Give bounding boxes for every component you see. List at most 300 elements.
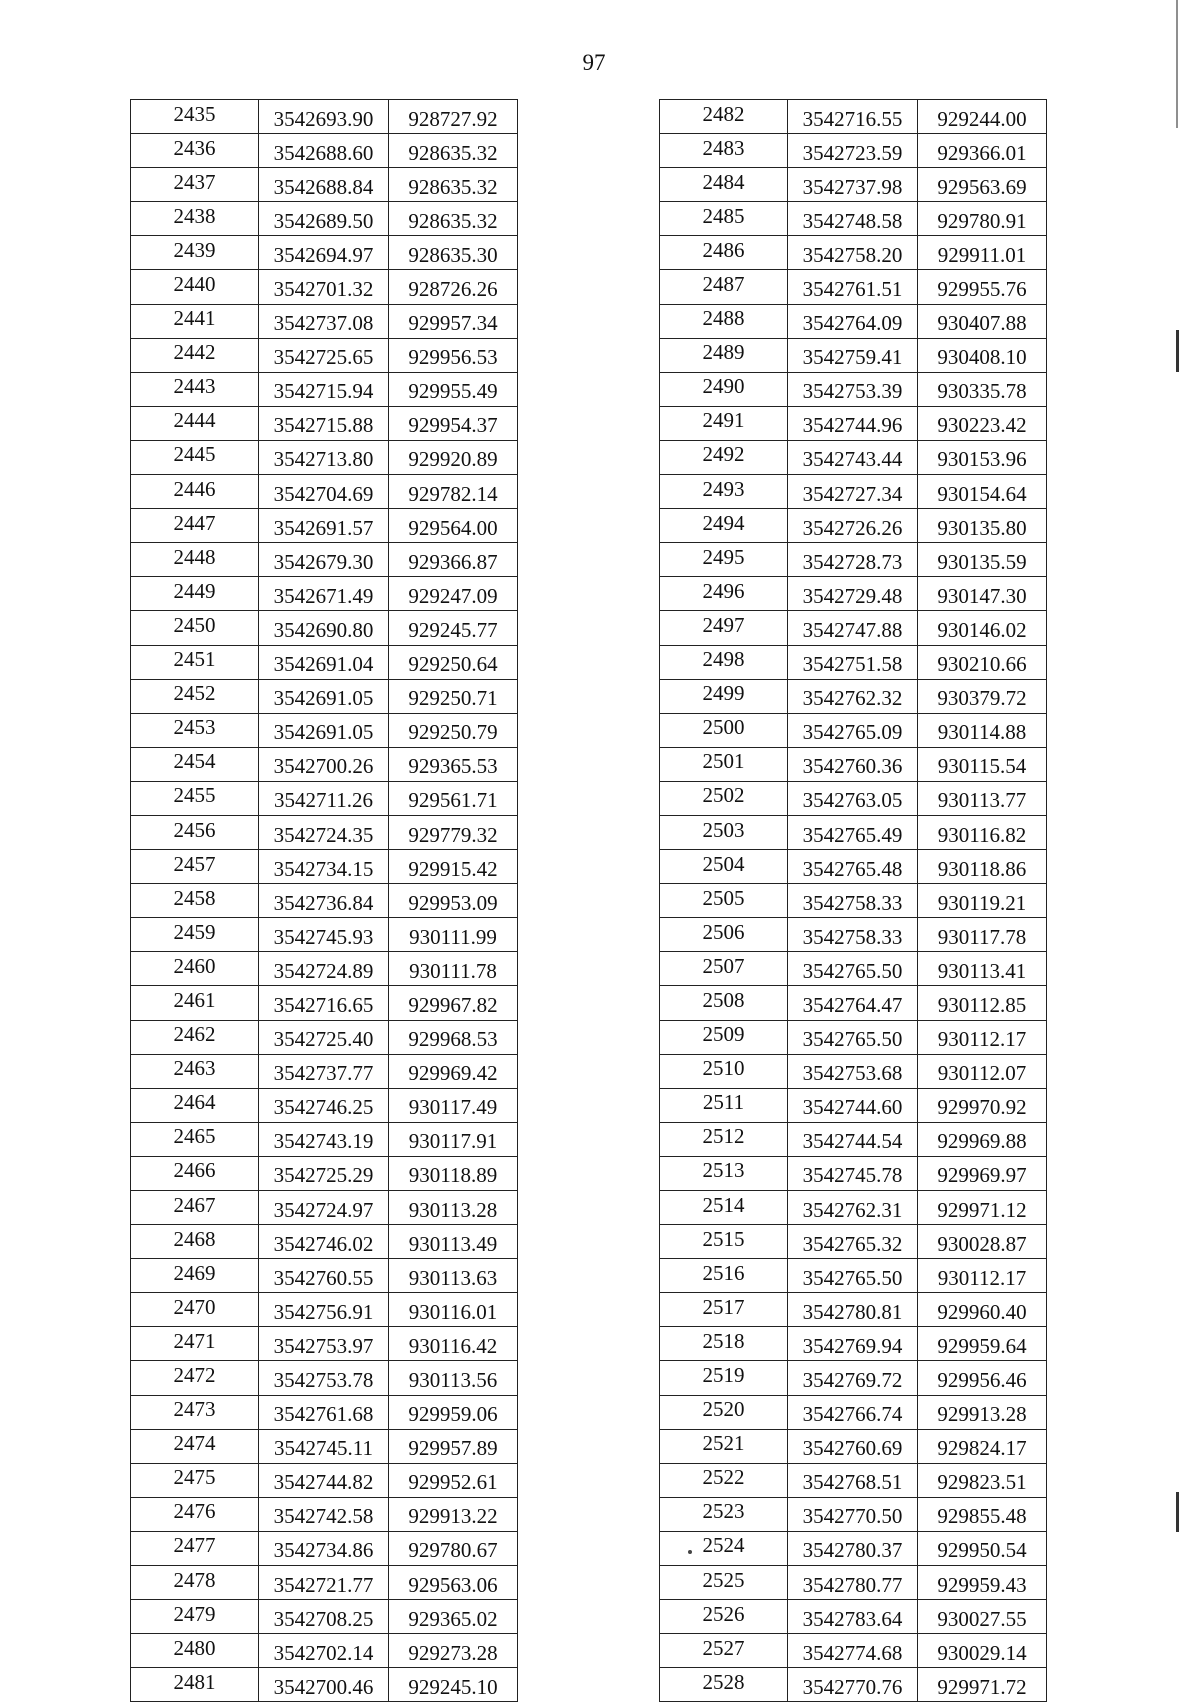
x-coordinate-cell: 3542765.48 [788, 850, 918, 884]
point-number-cell: 2472 [131, 1361, 259, 1395]
point-number-cell: 2521 [660, 1429, 788, 1463]
x-coordinate-cell: 3542734.86 [259, 1531, 389, 1565]
point-number-cell: 2512 [660, 1122, 788, 1156]
x-coordinate-cell: 3542761.68 [259, 1395, 389, 1429]
y-coordinate-cell: 930113.63 [389, 1259, 518, 1293]
y-coordinate-cell: 930114.88 [918, 713, 1047, 747]
x-coordinate-cell: 3542734.15 [259, 850, 389, 884]
y-coordinate-cell: 930335.78 [918, 372, 1047, 406]
y-coordinate-cell: 930113.77 [918, 781, 1047, 815]
table-row [131, 1361, 518, 1395]
y-coordinate-cell: 929968.53 [389, 1020, 518, 1054]
y-coordinate-cell: 929952.61 [389, 1463, 518, 1497]
x-coordinate-cell: 3542780.77 [788, 1566, 918, 1600]
y-coordinate-cell: 930116.82 [918, 815, 1047, 849]
x-coordinate-cell: 3542671.49 [259, 577, 389, 611]
point-number-cell: 2523 [660, 1497, 788, 1531]
table-row [131, 781, 518, 815]
y-coordinate-cell: 929913.28 [918, 1395, 1047, 1429]
y-coordinate-cell: 930119.21 [918, 884, 1047, 918]
table-row [131, 1600, 518, 1634]
y-coordinate-cell: 929971.72 [918, 1668, 1047, 1702]
coordinates-table-left-body [131, 100, 518, 1702]
y-coordinate-cell: 928635.32 [389, 202, 518, 236]
x-coordinate-cell: 3542765.50 [788, 1259, 918, 1293]
point-number-cell: 2482 [660, 100, 788, 134]
point-number-cell: 2491 [660, 406, 788, 440]
y-coordinate-cell: 929955.76 [918, 270, 1047, 304]
table-row [131, 1054, 518, 1088]
y-coordinate-cell: 929823.51 [918, 1463, 1047, 1497]
point-number-cell: 2495 [660, 543, 788, 577]
x-coordinate-cell: 3542693.90 [259, 100, 389, 134]
y-coordinate-cell: 929245.77 [389, 611, 518, 645]
table-row [131, 1531, 518, 1565]
x-coordinate-cell: 3542759.41 [788, 338, 918, 372]
y-coordinate-cell: 929960.40 [918, 1293, 1047, 1327]
x-coordinate-cell: 3542745.11 [259, 1429, 389, 1463]
y-coordinate-cell: 929971.12 [918, 1191, 1047, 1225]
x-coordinate-cell: 3542760.36 [788, 747, 918, 781]
y-coordinate-cell: 930116.42 [389, 1327, 518, 1361]
point-number-cell: 2467 [131, 1191, 259, 1225]
point-number-cell: 2484 [660, 168, 788, 202]
x-coordinate-cell: 3542762.31 [788, 1191, 918, 1225]
x-coordinate-cell: 3542713.80 [259, 440, 389, 474]
point-number-cell: 2474 [131, 1429, 259, 1463]
y-coordinate-cell: 928727.92 [389, 100, 518, 134]
table-row [660, 884, 1047, 918]
page-number: 97 [582, 50, 606, 75]
table-row [131, 1566, 518, 1600]
y-coordinate-cell: 929563.06 [389, 1566, 518, 1600]
x-coordinate-cell: 3542716.55 [788, 100, 918, 134]
y-coordinate-cell: 930153.96 [918, 440, 1047, 474]
x-coordinate-cell: 3542753.68 [788, 1054, 918, 1088]
y-coordinate-cell: 929956.53 [389, 338, 518, 372]
y-coordinate-cell: 930223.42 [918, 406, 1047, 440]
x-coordinate-cell: 3542763.05 [788, 781, 918, 815]
y-coordinate-cell: 930135.59 [918, 543, 1047, 577]
y-coordinate-cell: 929959.06 [389, 1395, 518, 1429]
point-number-cell: 2471 [131, 1327, 259, 1361]
table-row [131, 406, 518, 440]
point-number-cell: 2459 [131, 918, 259, 952]
table-row [660, 1293, 1047, 1327]
y-coordinate-cell: 929780.67 [389, 1531, 518, 1565]
x-coordinate-cell: 3542747.88 [788, 611, 918, 645]
point-number-cell: 2466 [131, 1156, 259, 1190]
x-coordinate-cell: 3542780.37 [788, 1531, 918, 1565]
y-coordinate-cell: 928726.26 [389, 270, 518, 304]
x-coordinate-cell: 3542744.96 [788, 406, 918, 440]
x-coordinate-cell: 3542744.82 [259, 1463, 389, 1497]
x-coordinate-cell: 3542765.49 [788, 815, 918, 849]
point-number-cell: 2487 [660, 270, 788, 304]
point-number-cell: 2440 [131, 270, 259, 304]
point-number-cell: 2492 [660, 440, 788, 474]
point-number-cell: 2447 [131, 509, 259, 543]
y-coordinate-cell: 929969.88 [918, 1122, 1047, 1156]
table-row [131, 475, 518, 509]
table-row [131, 577, 518, 611]
point-number-cell: 2450 [131, 611, 259, 645]
x-coordinate-cell: 3542724.97 [259, 1191, 389, 1225]
x-coordinate-cell: 3542702.14 [259, 1634, 389, 1668]
y-coordinate-cell: 930027.55 [918, 1600, 1047, 1634]
x-coordinate-cell: 3542691.05 [259, 713, 389, 747]
x-coordinate-cell: 3542756.91 [259, 1293, 389, 1327]
table-row [660, 1088, 1047, 1122]
y-coordinate-cell: 930135.80 [918, 509, 1047, 543]
table-row [131, 1020, 518, 1054]
point-number-cell: 2436 [131, 134, 259, 168]
y-coordinate-cell: 930113.41 [918, 952, 1047, 986]
point-number-cell: 2444 [131, 406, 259, 440]
x-coordinate-cell: 3542745.78 [788, 1156, 918, 1190]
point-number-cell: 2513 [660, 1156, 788, 1190]
table-row [660, 1463, 1047, 1497]
y-coordinate-cell: 930117.91 [389, 1122, 518, 1156]
point-number-cell: 2503 [660, 815, 788, 849]
table-row [660, 338, 1047, 372]
point-number-cell: 2464 [131, 1088, 259, 1122]
point-number-cell: 2449 [131, 577, 259, 611]
y-coordinate-cell: 929913.22 [389, 1497, 518, 1531]
table-row [131, 372, 518, 406]
table-row [131, 815, 518, 849]
table-row [660, 611, 1047, 645]
x-coordinate-cell: 3542765.50 [788, 952, 918, 986]
y-coordinate-cell: 929920.89 [389, 440, 518, 474]
x-coordinate-cell: 3542716.65 [259, 986, 389, 1020]
table-row [131, 168, 518, 202]
y-coordinate-cell: 929561.71 [389, 781, 518, 815]
point-number-cell: 2518 [660, 1327, 788, 1361]
point-number-cell: 2515 [660, 1225, 788, 1259]
table-row [660, 952, 1047, 986]
table-row [660, 543, 1047, 577]
table-row [131, 1122, 518, 1156]
y-coordinate-cell: 930113.28 [389, 1191, 518, 1225]
y-coordinate-cell: 929247.09 [389, 577, 518, 611]
point-number-cell: 2506 [660, 918, 788, 952]
table-row [131, 1225, 518, 1259]
table-row [660, 1497, 1047, 1531]
table-row [131, 236, 518, 270]
table-row [660, 270, 1047, 304]
point-number-cell: 2456 [131, 815, 259, 849]
point-number-cell: 2478 [131, 1566, 259, 1600]
table-row [131, 304, 518, 338]
y-coordinate-cell: 929824.17 [918, 1429, 1047, 1463]
table-row [131, 1395, 518, 1429]
table-row [131, 884, 518, 918]
point-number-cell: 2500 [660, 713, 788, 747]
x-coordinate-cell: 3542760.55 [259, 1259, 389, 1293]
x-coordinate-cell: 3542744.54 [788, 1122, 918, 1156]
point-number-cell: 2446 [131, 475, 259, 509]
y-coordinate-cell: 930112.07 [918, 1054, 1047, 1088]
y-coordinate-cell: 929563.69 [918, 168, 1047, 202]
y-coordinate-cell: 930118.89 [389, 1156, 518, 1190]
x-coordinate-cell: 3542724.89 [259, 952, 389, 986]
table-row [131, 850, 518, 884]
point-number-cell: 2494 [660, 509, 788, 543]
point-number-cell: 2511 [660, 1088, 788, 1122]
point-number-cell: 2455 [131, 781, 259, 815]
table-row [131, 1191, 518, 1225]
table-row [131, 918, 518, 952]
y-coordinate-cell: 930117.78 [918, 918, 1047, 952]
x-coordinate-cell: 3542742.58 [259, 1497, 389, 1531]
x-coordinate-cell: 3542715.94 [259, 372, 389, 406]
table-row [131, 1327, 518, 1361]
x-coordinate-cell: 3542725.65 [259, 338, 389, 372]
y-coordinate-cell: 930113.56 [389, 1361, 518, 1395]
table-row [131, 1293, 518, 1327]
point-number-cell: 2527 [660, 1634, 788, 1668]
table-row [660, 406, 1047, 440]
y-coordinate-cell: 928635.30 [389, 236, 518, 270]
y-coordinate-cell: 929250.71 [389, 679, 518, 713]
x-coordinate-cell: 3542780.81 [788, 1293, 918, 1327]
x-coordinate-cell: 3542758.20 [788, 236, 918, 270]
point-number-cell: 2490 [660, 372, 788, 406]
table-row [660, 1259, 1047, 1293]
table-row [131, 1634, 518, 1668]
x-coordinate-cell: 3542700.46 [259, 1668, 389, 1702]
table-row [660, 1429, 1047, 1463]
x-coordinate-cell: 3542783.64 [788, 1600, 918, 1634]
y-coordinate-cell: 929782.14 [389, 475, 518, 509]
table-row [660, 577, 1047, 611]
table-row [660, 168, 1047, 202]
point-number-cell: 2510 [660, 1054, 788, 1088]
table-row [131, 1088, 518, 1122]
point-number-cell: 2519 [660, 1361, 788, 1395]
point-number-cell: 2461 [131, 986, 259, 1020]
table-row [660, 304, 1047, 338]
y-coordinate-cell: 930111.78 [389, 952, 518, 986]
y-coordinate-cell: 929953.09 [389, 884, 518, 918]
table-row [660, 509, 1047, 543]
y-coordinate-cell: 929956.46 [918, 1361, 1047, 1395]
point-number-cell: 2514 [660, 1191, 788, 1225]
table-row [660, 1531, 1047, 1565]
table-row [131, 440, 518, 474]
x-coordinate-cell: 3542688.84 [259, 168, 389, 202]
y-coordinate-cell: 929954.37 [389, 406, 518, 440]
table-row [660, 1156, 1047, 1190]
table-row [131, 338, 518, 372]
scan-margin-mark [1176, 1492, 1179, 1532]
point-number-cell: 2469 [131, 1259, 259, 1293]
table-row [131, 134, 518, 168]
x-coordinate-cell: 3542726.26 [788, 509, 918, 543]
x-coordinate-cell: 3542753.78 [259, 1361, 389, 1395]
x-coordinate-cell: 3542766.74 [788, 1395, 918, 1429]
y-coordinate-cell: 930029.14 [918, 1634, 1047, 1668]
table-row [660, 918, 1047, 952]
table-row [660, 850, 1047, 884]
table-row [660, 747, 1047, 781]
point-number-cell: 2473 [131, 1395, 259, 1429]
point-number-cell: 2504 [660, 850, 788, 884]
x-coordinate-cell: 3542701.32 [259, 270, 389, 304]
point-number-cell: 2496 [660, 577, 788, 611]
point-number-cell: 2445 [131, 440, 259, 474]
table-row [131, 679, 518, 713]
x-coordinate-cell: 3542737.08 [259, 304, 389, 338]
y-coordinate-cell: 930379.72 [918, 679, 1047, 713]
y-coordinate-cell: 929366.87 [389, 543, 518, 577]
point-number-cell: 2453 [131, 713, 259, 747]
x-coordinate-cell: 3542746.25 [259, 1088, 389, 1122]
table-row [660, 475, 1047, 509]
x-coordinate-cell: 3542691.04 [259, 645, 389, 679]
x-coordinate-cell: 3542689.50 [259, 202, 389, 236]
point-number-cell: 2451 [131, 645, 259, 679]
point-number-cell: 2479 [131, 1600, 259, 1634]
point-number-cell: 2452 [131, 679, 259, 713]
y-coordinate-cell: 930146.02 [918, 611, 1047, 645]
y-coordinate-cell: 928635.32 [389, 134, 518, 168]
x-coordinate-cell: 3542679.30 [259, 543, 389, 577]
y-coordinate-cell: 929969.97 [918, 1156, 1047, 1190]
point-number-cell: 2485 [660, 202, 788, 236]
x-coordinate-cell: 3542724.35 [259, 815, 389, 849]
x-coordinate-cell: 3542711.26 [259, 781, 389, 815]
y-coordinate-cell: 929970.92 [918, 1088, 1047, 1122]
y-coordinate-cell: 930028.87 [918, 1225, 1047, 1259]
y-coordinate-cell: 930113.49 [389, 1225, 518, 1259]
table-row [660, 1225, 1047, 1259]
point-number-cell: 2438 [131, 202, 259, 236]
x-coordinate-cell: 3542691.05 [259, 679, 389, 713]
x-coordinate-cell: 3542745.93 [259, 918, 389, 952]
x-coordinate-cell: 3542765.32 [788, 1225, 918, 1259]
table-row [660, 986, 1047, 1020]
x-coordinate-cell: 3542743.44 [788, 440, 918, 474]
x-coordinate-cell: 3542715.88 [259, 406, 389, 440]
point-number-cell: 2439 [131, 236, 259, 270]
x-coordinate-cell: 3542746.02 [259, 1225, 389, 1259]
x-coordinate-cell: 3542764.09 [788, 304, 918, 338]
y-coordinate-cell: 929957.34 [389, 304, 518, 338]
y-coordinate-cell: 929250.79 [389, 713, 518, 747]
x-coordinate-cell: 3542758.33 [788, 918, 918, 952]
point-number-cell: 2507 [660, 952, 788, 986]
x-coordinate-cell: 3542751.58 [788, 645, 918, 679]
table-row [660, 236, 1047, 270]
y-coordinate-cell: 930154.64 [918, 475, 1047, 509]
table-row [660, 1566, 1047, 1600]
x-coordinate-cell: 3542765.50 [788, 1020, 918, 1054]
x-coordinate-cell: 3542737.77 [259, 1054, 389, 1088]
y-coordinate-cell: 929855.48 [918, 1497, 1047, 1531]
x-coordinate-cell: 3542753.39 [788, 372, 918, 406]
table-row [131, 952, 518, 986]
table-row [660, 645, 1047, 679]
table-row [660, 440, 1047, 474]
table-row [660, 1054, 1047, 1088]
y-coordinate-cell: 930408.10 [918, 338, 1047, 372]
x-coordinate-cell: 3542760.69 [788, 1429, 918, 1463]
table-row [660, 679, 1047, 713]
y-coordinate-cell: 930115.54 [918, 747, 1047, 781]
table-row [131, 1497, 518, 1531]
point-number-cell: 2526 [660, 1600, 788, 1634]
x-coordinate-cell: 3542727.34 [788, 475, 918, 509]
x-coordinate-cell: 3542744.60 [788, 1088, 918, 1122]
table-row [660, 134, 1047, 168]
point-number-cell: 2454 [131, 747, 259, 781]
table-row [660, 1668, 1047, 1702]
y-coordinate-cell: 929959.43 [918, 1566, 1047, 1600]
y-coordinate-cell: 930407.88 [918, 304, 1047, 338]
y-coordinate-cell: 930210.66 [918, 645, 1047, 679]
y-coordinate-cell: 929950.54 [918, 1531, 1047, 1565]
y-coordinate-cell: 929273.28 [389, 1634, 518, 1668]
x-coordinate-cell: 3542768.51 [788, 1463, 918, 1497]
point-number-cell: 2505 [660, 884, 788, 918]
y-coordinate-cell: 930112.17 [918, 1020, 1047, 1054]
x-coordinate-cell: 3542758.33 [788, 884, 918, 918]
point-number-cell: 2483 [660, 134, 788, 168]
point-number-cell: 2465 [131, 1122, 259, 1156]
point-number-cell: 2509 [660, 1020, 788, 1054]
table-row [131, 509, 518, 543]
coordinates-table-right-body [660, 100, 1047, 1702]
y-coordinate-cell: 929911.01 [918, 236, 1047, 270]
x-coordinate-cell: 3542769.72 [788, 1361, 918, 1395]
table-row [660, 1327, 1047, 1361]
table-row [660, 100, 1047, 134]
point-number-cell: 2477 [131, 1531, 259, 1565]
table-row [660, 1395, 1047, 1429]
point-number-cell: 2460 [131, 952, 259, 986]
point-number-cell: 2486 [660, 236, 788, 270]
y-coordinate-cell: 929955.49 [389, 372, 518, 406]
y-coordinate-cell: 930117.49 [389, 1088, 518, 1122]
point-number-cell: 2442 [131, 338, 259, 372]
point-number-cell: 2481 [131, 1668, 259, 1702]
y-coordinate-cell: 929365.53 [389, 747, 518, 781]
y-coordinate-cell: 930112.17 [918, 1259, 1047, 1293]
x-coordinate-cell: 3542770.76 [788, 1668, 918, 1702]
x-coordinate-cell: 3542723.59 [788, 134, 918, 168]
y-coordinate-cell: 929250.64 [389, 645, 518, 679]
point-number-cell: 2502 [660, 781, 788, 815]
point-number-cell: 2457 [131, 850, 259, 884]
x-coordinate-cell: 3542762.32 [788, 679, 918, 713]
x-coordinate-cell: 3542700.26 [259, 747, 389, 781]
coordinates-table-right [659, 99, 1047, 1702]
table-row [131, 1429, 518, 1463]
table-row [660, 1361, 1047, 1395]
table-row [131, 202, 518, 236]
x-coordinate-cell: 3542721.77 [259, 1566, 389, 1600]
point-number-cell: 2525 [660, 1566, 788, 1600]
table-row [660, 713, 1047, 747]
point-number-cell: 2468 [131, 1225, 259, 1259]
y-coordinate-cell: 929245.10 [389, 1668, 518, 1702]
x-coordinate-cell: 3542708.25 [259, 1600, 389, 1634]
table-row [660, 781, 1047, 815]
x-coordinate-cell: 3542770.50 [788, 1497, 918, 1531]
table-row [131, 1259, 518, 1293]
